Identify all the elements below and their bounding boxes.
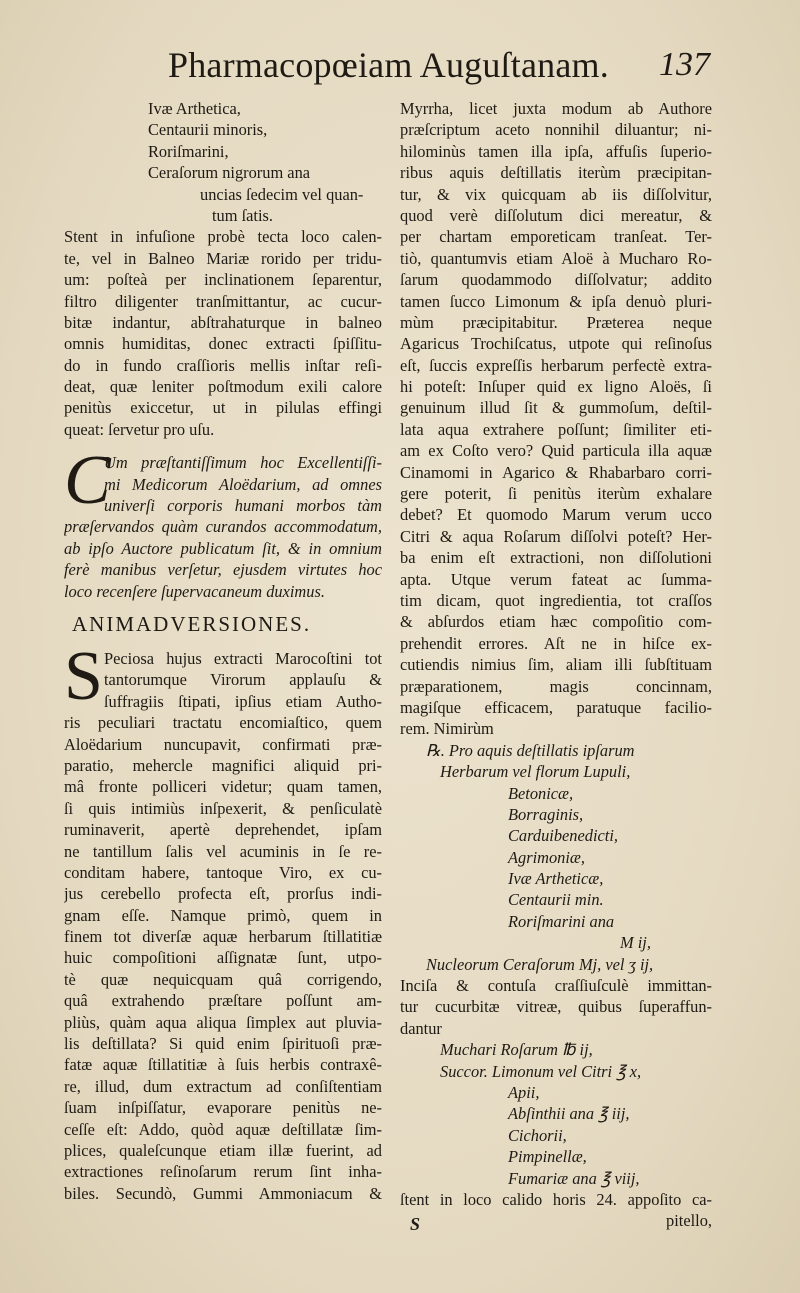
text-line: genuinum illud ſit & gummoſum, deſtil-: [400, 398, 712, 418]
recipe-line: Agrimoniæ,: [508, 847, 585, 867]
recipe-line: Carduibenedicti,: [508, 826, 619, 846]
text-line: fatæ aquæ ſtillatitiæ à ſuis herbis contraxê-: [64, 1055, 382, 1075]
text-line: extractiones reſinoſarum rerum ſint inha-: [64, 1162, 382, 1182]
text-line: magiſque efficacem, paratuque facilio-: [400, 697, 712, 717]
drop-cap: C: [64, 442, 111, 520]
text-line: tim dicam, quot ingredientia, tot craſſos: [400, 590, 712, 610]
section-heading: ANIMADVERSIONES.: [72, 611, 312, 636]
text-line: biles. Secundò, Gummi Ammoniacum &: [64, 1183, 382, 1203]
recipe-line: Betonicæ,: [508, 783, 574, 803]
recipe-line: Abſinthii ana ℥ iij,: [508, 1104, 630, 1124]
preparation-paragraph: [64, 226, 382, 440]
text-line: præſervandos quàm curandos accommodatum,: [64, 517, 382, 537]
catchword: pitello,: [666, 1211, 712, 1231]
recipe-line: uncias ſedecim vel quan-: [200, 184, 364, 204]
recipe-line: Roriſmarini,: [148, 141, 229, 161]
instruction-paragraph: [400, 975, 712, 1039]
text-line: ribus aquis deſtillatis iterùm præcipitan-: [400, 163, 712, 183]
text-line: deat, quæ leniter poſtmodum exili calore: [64, 377, 382, 397]
text-line: tè quæ nequicquam quâ corrigendo,: [64, 969, 382, 989]
text-line: Agaricus Trochiſcatus, utpote qui reſinoſus: [400, 334, 712, 354]
text-line: eſt, ſuccis expreſſis herbarum perfectè extra-: [400, 355, 712, 375]
text-line: rem. Nimirùm: [400, 719, 494, 739]
text-line: mùm præcipitabitur. Præterea neque: [400, 312, 712, 332]
text-line: Inciſa & contuſa craſſiuſculè immittan-: [400, 976, 712, 996]
text-line: ferè manibus verſetur, ejusdem virtutes hoc: [64, 560, 382, 580]
text-line: ba enim eſt extractioni, non diſſolutioni: [400, 548, 712, 568]
text-line: univerſi corporis humani morbos tàm: [104, 496, 382, 516]
recipe-line: Ivæ Artheticæ,: [508, 869, 604, 889]
text-line: tur, & vix quicquam ab iis diſſolvitur,: [400, 184, 712, 204]
closing-paragraph: [400, 1189, 712, 1232]
recipe-line: Fumariæ ana ℥ viij,: [508, 1168, 640, 1188]
text-line: ſi quis intimiùs inſpexerit, & penſiculatè: [64, 798, 382, 818]
recipe-line: Centaurii min.: [508, 890, 604, 910]
note-paragraph: [64, 442, 382, 602]
page-number: 137: [659, 46, 710, 83]
recipe-line: Herbarum vel florum Lupuli,: [440, 762, 631, 782]
text-line: Stent in infuſione probè tecta loco calen-: [64, 227, 382, 247]
text-line: Aloëdarium nuncupavit, confirmati præ-: [64, 734, 382, 754]
text-line: ab ipſo Auctore publicatum ſit, & in omnium: [64, 538, 382, 558]
recipe-line: Ceraſorum nigrorum ana: [148, 163, 311, 183]
text-line: finem tot diverſæ aquæ herbarum ſtillatitiæ: [64, 927, 382, 947]
recipe-list: [64, 98, 382, 226]
left-column: [64, 98, 382, 1204]
text-line: am ex Coſto vero? Quid particula illa aquæ: [400, 441, 712, 461]
recipe-line: Pimpinellæ,: [508, 1147, 587, 1167]
page-header: [150, 44, 710, 94]
right-column: [400, 98, 712, 1235]
text-line: ſarum quodammodo diſſolvatur; addito: [400, 270, 712, 290]
text-line: debet? Et quomodo Marum verum ucco: [400, 505, 712, 525]
recipe-list: [400, 1039, 712, 1189]
text-line: ne tantillum ſalis vel acuminis in ſe re-: [64, 841, 382, 861]
text-line: mâ fronte polliceri videtur; quam tamen,: [64, 777, 382, 797]
recipe-line: Borraginis,: [508, 804, 584, 824]
text-line: ruminaverit, apertè deprehendet, ipſam: [64, 820, 382, 840]
text-line: apta. Utque verum fateat ac ſumma-: [400, 569, 712, 589]
text-line: tur cucurbitæ vitreæ, quibus ſuperaffun-: [400, 997, 712, 1017]
critique-paragraph: [400, 98, 712, 740]
text-line: omnis humiditas, donec extracti ſpiſſitu-: [64, 334, 382, 354]
text-line: ſtent in loco calido horis 24. appoſito ca-: [400, 1189, 712, 1209]
text-line: ſuam inſpiſſatur, evaporare penitùs ne-: [64, 1098, 382, 1118]
text-line: ſuffragiis ſtipati, ipſius etiam Autho-: [104, 691, 382, 711]
text-line: tantorumque Virorum applauſu &: [104, 670, 382, 690]
text-line: dantur: [400, 1018, 442, 1038]
text-line: lis deſtillata? Si quid enim ſpirituoſi præ-: [64, 1034, 382, 1054]
recipe-line: ℞. Pro aquis deſtillatis ipſarum: [426, 740, 635, 760]
text-line: quod verè diſſolutum dici mereatur, &: [400, 205, 712, 225]
drop-cap: S: [64, 637, 103, 715]
text-line: hi poteſt: Inſuper quid ex ligno Aloës, ſi: [400, 377, 712, 397]
text-line: quâ extrahendo præſtare poſſunt am-: [64, 991, 382, 1011]
text-line: penitùs exiccetur, ut in pilulas effingi: [64, 398, 382, 418]
text-line: hilominùs tamen illa ipſa, affuſis ſuperio-: [400, 141, 712, 161]
text-line: do in fundo craſſioris mellis inſtar reſi-: [64, 355, 382, 375]
text-line: Cinamomi in Agarico & Rhabarbaro corri-: [400, 462, 712, 482]
recipe-line: Apii,: [508, 1082, 540, 1102]
text-line: mi Medicorum Aloëdarium, ad omnes: [104, 474, 382, 494]
text-line: plices, qualeſcunque etiam illæ fuerint, ad: [64, 1140, 382, 1160]
recipe-line: Centaurii minoris,: [148, 120, 268, 140]
text-line: Peciosa hujus extracti Marocoſtini tot: [104, 648, 382, 668]
text-line: Um præſtantiſſimum hoc Excellentiſſi-: [104, 453, 382, 473]
recipe-line: M ij,: [620, 933, 651, 953]
text-line: um: poſteà per inclinationem ſeparentur,: [64, 270, 382, 290]
text-line: jus cerebello profecta eſt, prorſus indi-: [64, 884, 382, 904]
recipe-line: Roriſmarini ana: [508, 911, 615, 931]
recipe-line: tum ſatis.: [212, 205, 274, 225]
text-line: & abſurdos etiam hæc compoſitio com-: [400, 612, 712, 632]
text-line: per chartam emporeticam tranſeat. Ter-: [400, 227, 712, 247]
recipe-line: Muchari Roſarum ℔ ij,: [440, 1040, 593, 1060]
animadversiones-paragraph: [64, 637, 382, 1204]
text-line: ris peculiari tractatu encomiaſtico, quem: [64, 713, 382, 733]
text-line: bitæ indantur, abſtrahaturque in balneo: [64, 312, 382, 332]
text-line: ceſſe eſt: Addo, quòd aquæ deſtillatæ ſim-: [64, 1119, 382, 1139]
text-line: pliùs, quàm aqua aliqua ſimplex aut pluvia-: [64, 1012, 382, 1032]
text-line: lata aqua extrahere poſſunt; ſimiliter eti-: [400, 419, 712, 439]
text-line: Citri & aqua Roſarum diſſolvi poteſt? Her-: [400, 526, 712, 546]
text-line: paratio, mehercle magnifici aliquid pri-: [64, 755, 382, 775]
text-line: queat: ſervetur pro uſu.: [64, 419, 215, 439]
recipe-line: Nucleorum Ceraſorum Mj, vel ʒ ij,: [426, 954, 654, 974]
text-line: loco recenſere ſupervacaneum duximus.: [64, 581, 325, 601]
text-line: filtro diligenter tranſmittantur, ac cucur-: [64, 291, 382, 311]
text-line: tiò, quantumvis etiam Aloë à Mucharo Ro-: [400, 248, 712, 268]
text-line: tamen ſucco Limonum & ipſa denuò pluri-: [400, 291, 712, 311]
text-line: gere poterit, ſi penitùs iterùm exhalare: [400, 484, 712, 504]
recipe-line: Succor. Limonum vel Citri ℥ x,: [440, 1061, 642, 1081]
text-line: prehendit errores. Aſt ne in hiſce ex-: [400, 633, 712, 653]
text-line: te, vel in Balneo Mariæ rorido per tridu-: [64, 248, 382, 268]
text-line: huic compoſitioni aſſignatæ ſunt, utpo-: [64, 948, 382, 968]
text-line: re, illud, dum extractum ad conſiſtentiam: [64, 1076, 382, 1096]
text-line: cutiendis nimius ſim, aliam illi ſubſtituam: [400, 655, 712, 675]
text-line: Myrrha, licet juxta modum ab Authore: [400, 99, 712, 118]
signature-mark: S: [410, 1214, 421, 1235]
text-line: præparationem, magis concinnam,: [400, 676, 712, 696]
text-line: præſcriptum aceto nonnihil diluantur; ni-: [400, 120, 712, 140]
recipe-line: Ivæ Arthetica,: [148, 99, 241, 118]
recipe-list: [400, 740, 712, 975]
text-line: conditam habere, tantoque Viro, ex cu-: [64, 862, 382, 882]
running-title: Pharmacopœiam Auguſtanam.: [168, 45, 609, 85]
recipe-line: Cichorii,: [508, 1125, 567, 1145]
text-line: gnam eſſe. Namque primò, quem in: [64, 905, 382, 925]
